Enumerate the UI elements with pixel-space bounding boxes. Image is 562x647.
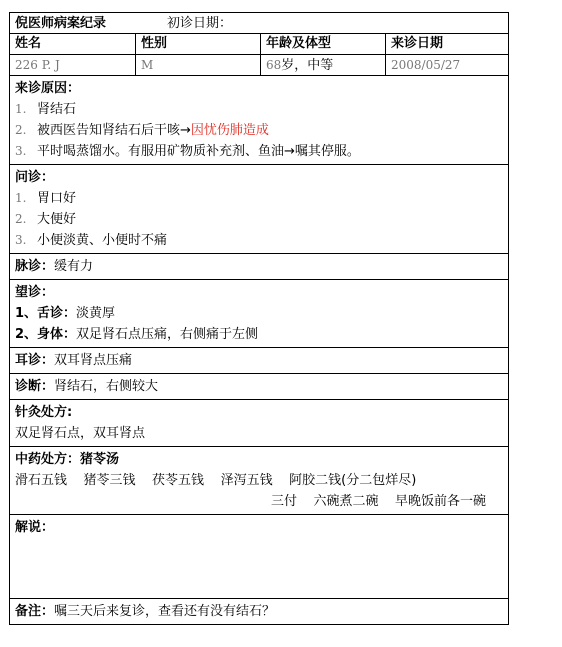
diagnosis-label: 诊断： (15, 379, 55, 394)
inquiry-heading: 问诊： (15, 170, 55, 185)
item-text: 大便好 (37, 212, 77, 227)
tongue-label: 1、舌诊： (15, 306, 77, 321)
tongue-text: 淡黄厚 (76, 306, 116, 321)
list-item (15, 99, 503, 120)
explanation-heading: 解说： (15, 520, 55, 535)
case-record-form (9, 12, 509, 625)
list-item (15, 188, 503, 209)
col-visit-date: 来诊日期 (391, 36, 444, 51)
note-section (9, 599, 509, 625)
patient-age-text: 岁，中等 (281, 58, 334, 73)
item-text: 被西医告知肾结石后干咳→ (37, 123, 191, 138)
col-age: 年龄及体型 (261, 34, 386, 54)
list-item (15, 120, 503, 141)
ear-section (9, 348, 509, 374)
pulse-label: 脉诊： (15, 259, 55, 274)
herbal-ingredients: 滑石五钱 猪苓三钱 茯苓五钱 泽泻五钱 阿胶二钱(分二包烊尽) (15, 473, 417, 488)
acupuncture-heading: 针灸处方: (15, 405, 73, 420)
pulse-text: 缓有力 (54, 259, 94, 274)
herbal-heading: 中药处方：猪苓汤 (15, 452, 120, 467)
item-text: 小便淡黄、小便时不痛 (37, 233, 168, 248)
patient-visit-date: 2008/05/27 (391, 58, 461, 72)
ear-label: 耳诊： (15, 353, 55, 368)
diagnosis-text: 肾结石，右侧较大 (54, 379, 159, 394)
item-number: 2. (15, 123, 27, 137)
first-visit-label: 初诊日期： (167, 15, 233, 31)
item-number: 3. (15, 144, 27, 158)
reason-heading: 来诊原因： (15, 81, 81, 96)
item-number: 3. (15, 233, 27, 247)
observation-section (9, 280, 509, 348)
patient-age (261, 55, 386, 75)
patient-name: 226 P. J (10, 55, 136, 75)
acupuncture-section (9, 400, 509, 447)
highlight-text: 因忧伤肺造成 (190, 123, 269, 138)
item-number: 1. (15, 191, 27, 205)
tongue-line (15, 303, 503, 324)
item-text: 胃口好 (37, 191, 77, 206)
inquiry-list (15, 188, 503, 251)
col-sex: 性别 (136, 34, 261, 54)
explanation-section (9, 515, 509, 599)
item-number: 2. (15, 212, 27, 226)
item-text: 肾结石 (37, 102, 77, 117)
herbal-instructions: 三付 六碗煮二碗 早晚饭前各一碗 (270, 494, 486, 509)
reason-section (9, 76, 509, 165)
form-title: 倪医师病案纪录 (15, 15, 107, 31)
body-label: 2、身体： (15, 327, 77, 342)
observation-heading: 望诊： (15, 285, 55, 300)
patient-age-number: 68 (266, 58, 282, 72)
list-item (15, 209, 503, 230)
herbal-section (9, 447, 509, 515)
item-number: 1. (15, 102, 27, 116)
patient-table-values (9, 55, 509, 76)
form-header (9, 12, 509, 34)
reason-list (15, 99, 503, 162)
inquiry-section (9, 165, 509, 254)
col-name: 姓名 (10, 34, 136, 54)
list-item (15, 141, 503, 162)
note-label: 备注： (15, 604, 55, 619)
pulse-section (9, 254, 509, 280)
body-line (15, 324, 503, 345)
body-text: 双足肾石点压痛，右侧痛于左侧 (76, 327, 259, 342)
ear-text: 双耳肾点压痛 (54, 353, 133, 368)
item-text: 平时喝蒸馏水。有服用矿物质补充剂、鱼油→嘱其停服。 (37, 144, 360, 159)
diagnosis-section (9, 374, 509, 400)
acupuncture-text: 双足肾石点，双耳肾点 (15, 426, 146, 441)
patient-sex: M (136, 55, 261, 75)
list-item (15, 230, 503, 251)
patient-table-header (9, 34, 509, 55)
note-text: 嘱三天后来复诊，查看还有没有结石？ (54, 604, 276, 619)
